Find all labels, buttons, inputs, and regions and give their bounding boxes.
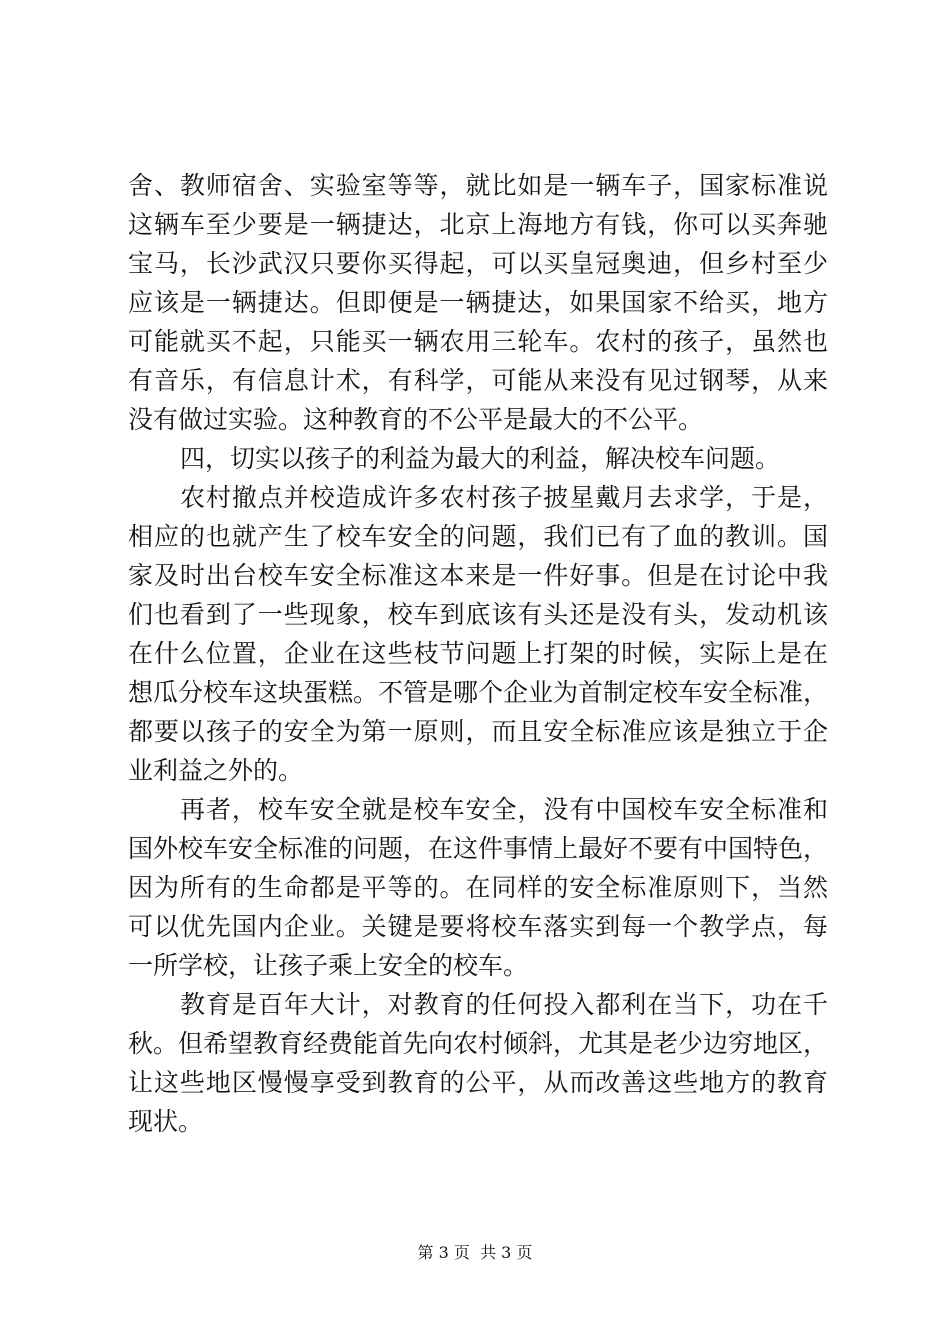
text-line: 这辆车至少要是一辆捷达，北京上海地方有钱，你可以买奔驰 xyxy=(128,210,828,239)
text-line: 想瓜分校车这块蛋糕。不管是哪个企业为首制定校车安全标准， xyxy=(128,678,829,707)
text-line: 一所学校，让孩子乘上安全的校车。 xyxy=(128,951,529,980)
text-line: 让这些地区慢慢享受到教育的公平，从而改善这些地方的教育 xyxy=(128,1068,828,1097)
text-line: 们也看到了一些现象，校车到底该有头还是没有头，发动机该 xyxy=(128,600,828,629)
text-line: 舍、教师宿舍、实验室等等，就比如是一辆车子，国家标准说 xyxy=(128,171,828,200)
text-line: 相应的也就产生了校车安全的问题，我们已有了血的教训。国 xyxy=(128,522,828,551)
text-line: 秋。但希望教育经费能首先向农村倾斜，尤其是老少边穷地区， xyxy=(128,1029,829,1058)
paragraph xyxy=(128,985,828,1141)
text-line: 四，切实以孩子的利益为最大的利益，解决校车问题。 xyxy=(180,444,781,473)
page-footer xyxy=(0,1242,950,1264)
document-body xyxy=(128,166,828,1141)
text-line: 可以优先国内企业。关键是要将校车落实到每一个教学点，每 xyxy=(128,912,828,941)
text-line: 因为所有的生命都是平等的。在同样的安全标准原则下，当然 xyxy=(128,873,828,902)
text-line: 可能就买不起，只能买一辆农用三轮车。农村的孩子，虽然也 xyxy=(128,327,828,356)
paragraph xyxy=(128,478,828,790)
paragraph xyxy=(128,439,828,478)
text-line: 没有做过实验。这种教育的不公平是最大的不公平。 xyxy=(128,405,704,434)
paragraph xyxy=(128,166,828,439)
text-line: 宝马，长沙武汉只要你买得起，可以买皇冠奥迪，但乡村至少 xyxy=(128,249,828,278)
text-line: 再者，校车安全就是校车安全，没有中国校车安全标准和 xyxy=(180,795,828,824)
paragraph xyxy=(128,790,828,985)
text-line: 业利益之外的。 xyxy=(128,756,304,785)
page-number-label: 第 3 页 共 3 页 xyxy=(417,1243,533,1262)
text-line: 农村撤点并校造成许多农村孩子披星戴月去求学，于是， xyxy=(180,483,828,512)
text-line: 国外校车安全标准的问题，在这件事情上最好不要有中国特色， xyxy=(128,834,829,863)
text-line: 应该是一辆捷达。但即便是一辆捷达，如果国家不给买，地方 xyxy=(128,288,828,317)
text-line: 现状。 xyxy=(128,1107,204,1136)
text-line: 家及时出台校车安全标准这本来是一件好事。但是在讨论中我 xyxy=(128,561,828,590)
text-line: 在什么位置，企业在这些枝节问题上打架的时候，实际上是在 xyxy=(128,639,828,668)
text-line: 都要以孩子的安全为第一原则，而且安全标准应该是独立于企 xyxy=(128,717,828,746)
text-line: 有音乐，有信息计术，有科学，可能从来没有见过钢琴，从来 xyxy=(128,366,828,395)
text-line: 教育是百年大计，对教育的任何投入都利在当下，功在千 xyxy=(180,990,828,1019)
